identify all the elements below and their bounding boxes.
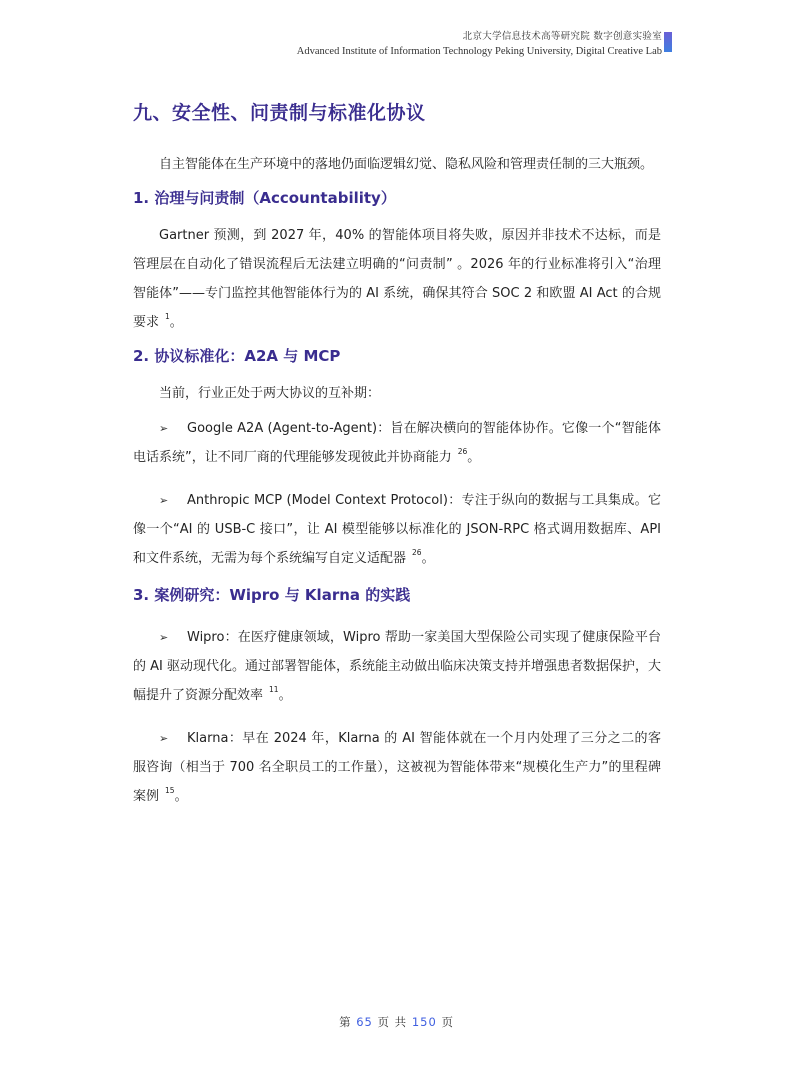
subsection-2-title: 2. 协议标准化：A2A 与 MCP <box>133 347 341 365</box>
footer-suffix: 页 <box>441 1015 454 1029</box>
page-header <box>297 31 662 59</box>
subsection-2-intro: 当前，行业正处于两大协议的互补期： <box>159 386 381 401</box>
arrow-bullet-icon: ➢ <box>159 631 169 644</box>
arrow-bullet-icon: ➢ <box>159 494 169 507</box>
list-item-end: 。 <box>467 450 481 465</box>
list-item-end: 。 <box>421 551 435 566</box>
footnote-ref: 26 <box>412 548 422 557</box>
list-item-text: Anthropic MCP (Model Context Protocol)：专注于纵向的数据与工具集成。它像一个“AI 的 USB-C 接口”，让 AI 模型能够以标准化的 JSON-RPC 格式调用数据库、API 和文件系统，无需为每个系统编写自定义适配器 <box>133 493 661 566</box>
paragraph-end: 。 <box>169 315 183 330</box>
subsection-1-paragraph <box>133 221 661 337</box>
page-content <box>133 96 661 811</box>
list-item-end: 。 <box>278 688 292 703</box>
list-item <box>133 486 661 573</box>
list-item <box>133 724 661 811</box>
arrow-bullet-icon: ➢ <box>159 422 169 435</box>
header-accent-bar <box>664 32 672 52</box>
footnote-ref: 1 <box>165 312 170 321</box>
list-item <box>133 623 661 710</box>
arrow-bullet-icon: ➢ <box>159 732 169 745</box>
subsection-1-title: 1. 治理与问责制（Accountability） <box>133 189 396 207</box>
paragraph-text: Gartner 预测，到 2027 年，40% 的智能体项目将失败，原因并非技术不达标，而是管理层在自动化了错误流程后无法建立明确的“问责制” 。2026 年的行业标准将引入“治理智能体”——专门监控其他智能体行为的 AI 系统，确保其符合 SOC 2 和欧盟 AI Act 的合规要求 <box>133 228 661 330</box>
footnote-ref: 11 <box>269 685 279 694</box>
current-page-number: 65 <box>356 1015 373 1029</box>
list-item <box>133 414 661 472</box>
list-item-text: Google A2A (Agent-to-Agent)：旨在解决横向的智能体协作。它像一个“智能体电话系统”，让不同厂商的代理能够发现彼此并协商能力 <box>133 421 661 465</box>
section-intro: 自主智能体在生产环境中的落地仍面临逻辑幻觉、隐私风险和管理责任制的三大瓶颈。 <box>159 157 654 172</box>
section-title: 九、安全性、问责制与标准化协议 <box>133 102 426 124</box>
footer-prefix: 第 <box>339 1015 352 1029</box>
header-institute-cn: 北京大学信息技术高等研究院 数字创意实验室 <box>462 31 662 42</box>
page-footer <box>0 1014 793 1030</box>
list-item-text: Wipro：在医疗健康领域，Wipro 帮助一家美国大型保险公司实现了健康保险平台的 AI 驱动现代化。通过部署智能体，系统能主动做出临床决策支持并增强患者数据保护，大幅提升了资源分配效率 <box>133 630 661 703</box>
footnote-ref: 26 <box>457 447 468 456</box>
subsection-3-title: 3. 案例研究：Wipro 与 Klarna 的实践 <box>133 586 411 604</box>
footer-mid: 页 共 <box>377 1015 408 1029</box>
footnote-ref: 15 <box>165 786 175 795</box>
header-institute-en: Advanced Institute of Information Technology Peking University, Digital Creative Lab <box>296 46 662 58</box>
total-page-count: 150 <box>411 1015 437 1029</box>
list-item-end: 。 <box>174 789 188 804</box>
list-item-text: Klarna：早在 2024 年，Klarna 的 AI 智能体就在一个月内处理了三分之二的客服咨询（相当于 700 名全职员工的工作量），这被视为智能体带来“规模化生产力”的里程碑案例 <box>133 731 661 804</box>
